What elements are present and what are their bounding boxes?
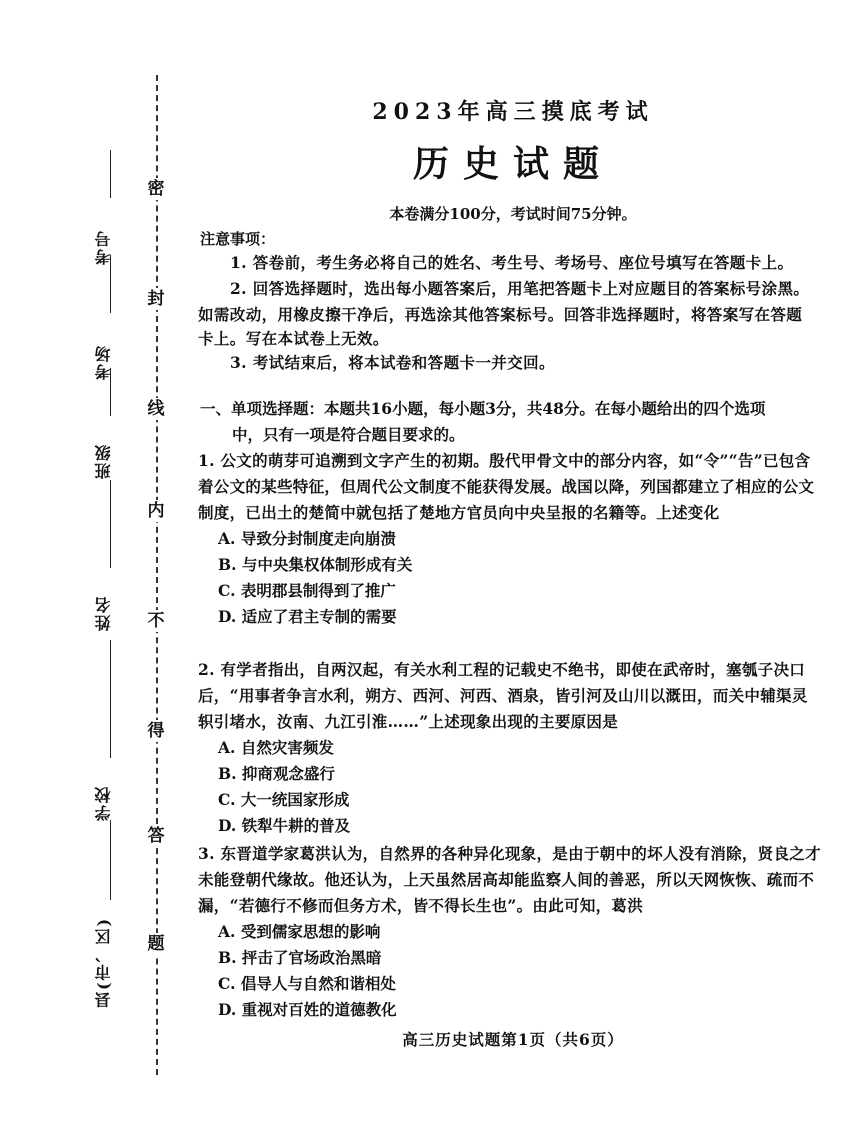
question-2 [198,657,822,839]
seal-char: 内 [144,500,168,522]
binding-strip [0,0,180,1128]
notes-heading: 注意事项： [200,230,276,248]
exam-meta: 本卷满分100分，考试时间75分钟。 [389,205,637,223]
option-d[interactable]: D. 铁犁牛耕的普及 [218,816,351,835]
field-exam-number[interactable] [92,150,114,270]
seal-char: 不 [144,610,168,632]
seal-char: 线 [144,398,168,420]
field-label: 姓名 [94,595,113,631]
page-footer: 高三历史试题第1页（共6页） [402,1030,624,1049]
seal-char: 题 [144,933,168,955]
field-label: 班级 [94,443,113,479]
option-d[interactable]: D. 重视对百姓的道德教化 [218,1000,397,1019]
seal-char: 答 [144,825,168,847]
option-a[interactable]: A. 受到儒家思想的影响 [218,922,381,941]
option-c[interactable]: C. 倡导人与自然和谐相处 [218,974,396,993]
question-stem: 1. 公文的萌芽可追溯到文字产生的初期。殷代甲骨文中的部分内容，如“令”“告”已包含着公文的某些特征，但周代公文制度不能获得发展。战国以降，列国都建立了相应的公文制度，已出土的楚简中就包括了楚地方官员向中央呈报的名籍等。上述变化 [198,451,815,522]
field-name[interactable] [92,480,114,630]
field-county[interactable] [92,820,114,1008]
question-3 [198,841,822,1023]
option-c[interactable]: C. 表明郡县制得到了推广 [218,581,396,600]
field-class[interactable] [92,368,114,480]
notes-item: 2. 回答选择题时，选出每小题答案后，用笔把答题卡上对应题目的答案标号涂黑。 [230,279,810,298]
option-b[interactable]: B. 与中央集权体制形成有关 [218,555,413,574]
seal-char: 封 [144,288,168,310]
option-c[interactable]: C. 大一统国家形成 [218,790,350,809]
field-label: 考号 [94,229,113,265]
question-stem: 2. 有学者指出，自两汉起，有关水利工程的记载史不绝书，即使在武帝时，塞瓠子决口后，“用事者争言水利，朔方、西河、河西、酒泉，皆引河及山川以溉田，而关中辅渠灵轵引堵水，汝南、九江引淮……”上述现象出现的主要原因是 [198,660,808,731]
question-stem: 3. 东晋道学家葛洪认为，自然界的各种异化现象，是由于朝中的坏人没有消除，贤良之才未能登朝代缘故。他还认为，上天虽然居高却能监察人间的善恶，所以天网恢恢、疏而不漏，“若德行不修而但务方术，皆不得长生也”。由此可知，葛洪 [198,844,821,915]
section-heading [200,396,822,448]
notes-item: 如需改动，用橡皮擦干净后，再选涂其他答案标号。回答非选择题时，将答案写在答题 [198,305,803,324]
section-line: 一、单项选择题：本题共16小题，每小题3分，共48分。在每小题给出的四个选项 [200,399,766,418]
notes-item: 1. 答卷前，考生务必将自己的姓名、考生号、考场号、座位号填写在答题卡上。 [230,253,794,272]
question-1 [198,448,822,630]
option-a[interactable]: A. 自然灾害频发 [218,738,334,757]
subject-title: 历史试题 [412,143,613,185]
seal-char: 得 [144,720,168,742]
section-line: 中，只有一项是符合题目要求的。 [232,425,465,444]
field-school[interactable] [92,640,114,820]
exam-title: 2023年高三摸底考试 [372,99,654,125]
notes-item: 3. 考试结束后，将本试卷和答题卡一并交回。 [230,353,555,372]
field-label: 考场 [94,344,113,380]
option-d[interactable]: D. 适应了君主专制的需要 [218,607,397,626]
field-exam-room[interactable] [92,255,114,385]
option-b[interactable]: B. 抨击了官场政治黑暗 [218,948,382,967]
option-a[interactable]: A. 导致分封制度走向崩溃 [218,529,396,548]
field-label: 学校 [94,785,113,821]
seal-dash-line [156,75,158,1075]
field-label: 县(市、区) [94,916,113,1008]
seal-char: 密 [144,178,168,200]
notes-item: 卡上。写在本试卷上无效。 [198,329,389,348]
option-b[interactable]: B. 抑商观念盛行 [218,764,335,783]
